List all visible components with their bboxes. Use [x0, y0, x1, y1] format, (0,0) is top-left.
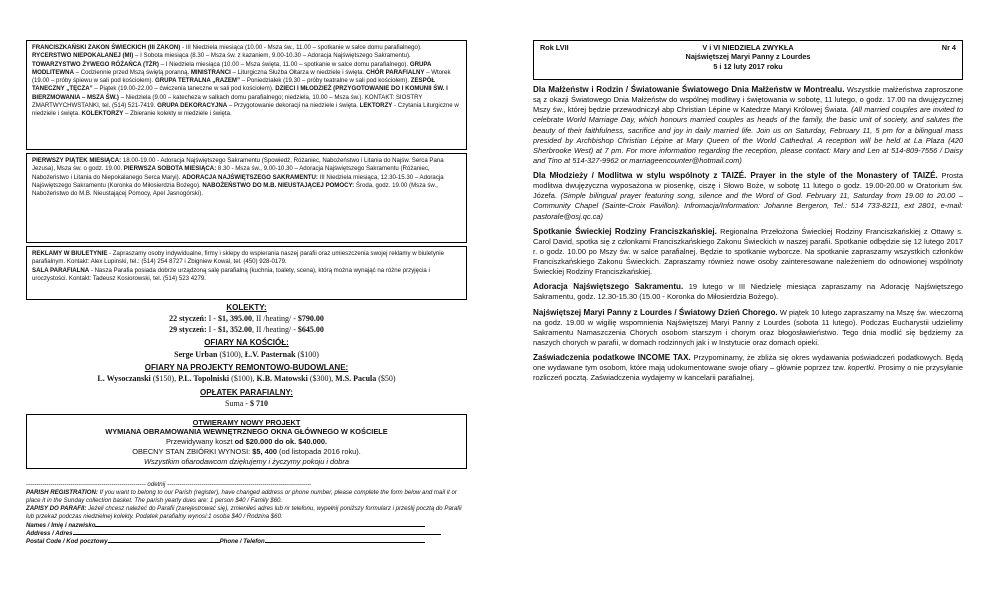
announcement-text: Prosta modlitwa dwujęzyczna wyposażona w piosenkę, ciszę i Słowo Boże, w sobotę 11 lutego o godz. 19.00-20.00 w Oratorium św. Józefa. [533, 171, 963, 201]
postal-phone-field[interactable] [26, 538, 467, 546]
announcement-text: Regionalna Przełożona Świeckiej Rodziny Franciszkańskiej z Ottawy s. Carol David, spotka się z członkami Franciszkańskiego Zakonu Świeckich w naszej parafii. Spotkanie odbędzie się 12 lutego 2017 r. o godz. 10.00 po Mszy św. w salce parafialnej. Będzie to spotkanie wyborcze. Na spotkanie zapraszamy wszystkich członków Franciszkańskiego Zakonu Świeckich. Zapraszamy również nowe osoby zainteresowane należeniem do odnowionej wspólnoty Świeckiej Rodziny Franciszkańskiej. [533, 226, 963, 277]
parish-groups-box-text: - III Niedziela miesiąca (10.00 - Msza św., 11.00 – spotkanie w salce domu parafialnego). [180, 44, 422, 51]
collection-line-2-text: I - [208, 324, 218, 334]
collection-line-2-heading: $645.00 [297, 324, 324, 334]
project-status-label: OBECNY STAN ZBIÓRKI WYNOSI: [132, 447, 253, 457]
renovation-offerings-line-heading: L. Wysoczanski [97, 374, 151, 384]
ads-and-hall-box-text: - Nasza Parafia posiada dobrze urządzoną salę parafialną (kuchnia, toalety, scena), którą można wynająć na różne przyjęcia i uroczystości. Kontakt: Tadeusz Kosiorowski, tel. (514) 523 4279. [32, 266, 430, 282]
announcement-heading: Spotkanie Świeckiej Rodziny Franciszkańskiej. [533, 226, 717, 236]
renovation-offerings-line-text: ($300), [307, 374, 336, 384]
collection-line-2-text: , II /heating/ - [251, 324, 298, 334]
address-field[interactable] [26, 530, 467, 538]
monthly-devotions-box-heading: PIERWSZA SOBOTA MIESIĄCA: [123, 165, 217, 173]
name-field-label: Names / Imię i nazwisko [26, 521, 96, 529]
announcement-4 [533, 281, 963, 302]
parish-groups-box-text: – Wtorek (19.00 – próby śpiewu w sali pod kościołem). [32, 68, 451, 85]
announcement-text: W piątek 10 lutego zapraszamy na Mszę św. wieczorną na godz. 19.00 w wigilię wspomnienia Najświętszej Maryi Panny z Lourdes (sobota 11 lutego). Podczas Eucharystii udzielimy Sakramentu Namaszczenia Chorych osobom starszym i chorym oraz błogosławieństwo. Tego dnia modlić się będziemy za naszych chorych w parafii, w domach rodzinnych jak i w Instytucie oraz domach opieki. [533, 307, 963, 347]
collection-line-1 [26, 314, 467, 324]
monthly-devotions-box-text: Środa, godz. 19.00 (Msza św., Nabożeństwo do M.B. Nieustającej Pomocy, Apel Jasnogórski). [32, 181, 438, 198]
wafer-line [26, 399, 467, 409]
phone-label: Phone / Telefon [219, 538, 265, 546]
collection-line-2-heading: $1, 352.00 [217, 324, 252, 334]
church-offerings-line-heading: Ł.V. Pasternak [244, 349, 296, 359]
parish-groups-box-heading: GRUPA TETRALNA „RAZEM” [154, 77, 241, 85]
project-title: OTWIERAMY NOWY PROJEKT [192, 417, 301, 427]
announcement-heading: Dla Małżeństw i Rodzin / Światowanie Światowego Dnia Małżeństw w Montrealu. [533, 85, 845, 94]
parish-groups-box-text: – I Niedziela miesiąca (10.00 – Msza święta, 11.00 – spotkanie w salce domu parafialnego). [158, 60, 410, 68]
ads-and-hall-box-heading: SALA PARAFIALNA [32, 266, 90, 274]
announcement-heading: Dla Młodzieży / Modlitwa w stylu wspólnoty z TAIZÉ. Prayer in the style of the Monastery of TAIZÉ. [533, 171, 938, 180]
parish-groups-box-heading: KOLEKTORZY [81, 110, 124, 118]
parish-groups-box-text: - Czytania Liturgiczne w niedziele i święta. [32, 101, 459, 118]
ads-and-hall-box [26, 246, 467, 300]
project-status-suffix: (od listopada 2016 roku). [276, 447, 361, 457]
parish-groups-box-heading: MINISTRANCI [190, 68, 231, 76]
announcement-text: Przypominamy, że zbliża się okres wydawania poświadczeń podatkowych. Będą one wydawane tym osobom, które mają udokumentowane swoje ofiary – głównie poprzez tzw. [533, 353, 963, 373]
parish-groups-box-heading: FRANCISZKAŃSKI ZAKON ŚWIECKICH (III ZAKON) [32, 44, 181, 51]
renovation-offerings-line-heading: P.L. Topolniski [178, 374, 230, 384]
announcement-heading: Zaświadczenia podatkowe INCOME TAX. [533, 353, 691, 362]
renovation-offerings-line-text: ($100), [229, 374, 257, 384]
parish-groups-box-heading: GRUPA DEKORACYJNA [157, 101, 228, 109]
cut-line-label: odetnij [145, 480, 168, 488]
renovation-offerings-line-text: ($50) [376, 374, 396, 384]
parish-groups-box-heading: ZESPÓŁ TANECZNY „TĘCZA” [32, 77, 436, 93]
bulletin-dates: 5 i 12 luty 2017 roku [713, 61, 783, 71]
announcements [533, 84, 963, 383]
announcement-text: 19 lutego w III Niedzielę miesiąca zapraszamy na Adorację Najświętszego Sakramentu, godz. 12.30-15.30 (15.00 - Koronka do Miłosierdzia Bożego). [533, 282, 963, 302]
registration-pl [26, 505, 467, 521]
collection-line-1-text: , II /heating/ - [251, 314, 298, 324]
church-offerings-line-heading: Serge Urban [174, 349, 218, 359]
parish-groups-box-text: – Przygotowanie dekoracji na niedziele i święta. [227, 101, 360, 109]
renovation-offerings-line [26, 374, 467, 384]
church-offerings-title: OFIARY NA KOŚCIÓŁ: [204, 338, 289, 348]
monthly-devotions-box [26, 153, 467, 243]
parish-groups-box [26, 40, 467, 150]
registration-pl-text: Jeżeli chcesz należeć do Parafii (zarejestrować się), zmieniłeś adres lub nr telefonu, wypełnij poniższy formularz i prześlij pocztą do Parafii lub przekaż podczas niedzielnej kolekty. Podatek parafialny wynosi:1 osoba $40 / Rodzina $60. [26, 505, 462, 521]
church-offerings-line-text: ($100), [217, 349, 245, 359]
registration-en [26, 489, 467, 505]
postal-code-label: Postal Code / Kod pocztowy [26, 538, 108, 546]
parish-groups-box-heading: DZIECI I MŁODZIEŻ (PRZYGOTOWANIE DO I KOMUNII ŚW. I BIERZMOWANIA – MSZA ŚW.) [32, 85, 448, 101]
parish-groups-box-text: – Zbieranie kolekty w niedziele i święta. [123, 110, 232, 118]
church-offerings-line [26, 350, 467, 360]
monthly-devotions-box-text: III Niedziela miesiąca, 12.30-15.30 – Adoracja Najświętszego Sakramentu (Koronka do Miłosierdzia Bożego). [32, 173, 444, 189]
collection-line-1-heading: $790.00 [297, 314, 324, 324]
parish-groups-box-text: – Piątek (19.00-22.00 – ćwiczenia taneczne w sali pod kościołem). [92, 85, 276, 93]
announcement-heading: Najświętszej Maryi Panny z Lourdes / Światowy Dzień Chorego. [533, 307, 778, 317]
parish-groups-box-text: – I Sobota miesiąca (8.30 – Msza św. z kazaniem, 9.00-10.30 – Adoracja Najświętszego Sakramentu). [133, 52, 411, 60]
monthly-devotions-box-text: 18.00-19.00 - Adoracja Najświętszego Sakramentu (Spowiedź, Różaniec, Nabożeństwo i Litania do Najśw. Serca Pana Jezusa), Msza św. o godz. 19.00. [32, 157, 444, 173]
collections-section [26, 303, 467, 410]
parish-groups-box-text: – Liturgiczna Służba Ołtarza w niedziele i święta. [230, 68, 366, 76]
wafer-title: OPŁATEK PARAFIALNY: [200, 387, 293, 397]
parish-groups-box-heading: CHÓR PARAFIALNY [365, 68, 425, 76]
monthly-devotions-box-heading: NABOŻEŃSTWO DO M.B. NIEUSTAJĄCEJ POMOCY: [202, 181, 355, 189]
parish-groups-box-text: – Codziennie przed Mszą świętą poranną. [73, 68, 191, 76]
ads-and-hall-box-text: - Zapraszamy osoby indywidualne, firmy i sklepy do wspierania naszej parafii oraz umieszczenia swojej reklamy w biuletynie parafialnym. Kontakt: Alex Lupinski, tel.: (514) 254 8727 i Zbigniew Kowal, tel. (450) 928-0179. [32, 250, 445, 266]
wafer-line-heading: $ 710 [249, 399, 268, 409]
announcement-heading: Adoracja Najświętszego Sakramentu. [533, 282, 684, 292]
announcement-text: . Prosimy o nie przysyłanie rozliczeń pocztą. Zaświadczenia wydajemy w kancelarii parafialnej. [533, 363, 963, 383]
monthly-devotions-box-heading: PIERWSZY PIĄTEK MIESIĄCA: [32, 157, 122, 164]
bulletin-number: Nr 4 [941, 43, 956, 52]
parish-groups-box-heading: TOWARZYSTWO ŻYWEGO RÓŻAŃCA (TŻR) [32, 60, 159, 68]
announcement-2 [533, 170, 963, 222]
parish-groups-box-heading: GRUPA MODLITEWNA [32, 60, 432, 76]
announcement-3 [533, 226, 963, 278]
registration-form [26, 481, 467, 547]
project-cost-value: od $20.000 do ok. $40.000. [234, 437, 328, 447]
collection-line-2 [26, 325, 467, 335]
cut-line-left: ----------------------------------------------------------- [26, 480, 146, 488]
bulletin-sundays: V i VI NIEDZIELA ZWYKŁA [702, 43, 794, 52]
bulletin-year: Rok LVII [540, 43, 569, 52]
announcement-text: kopertki [847, 363, 874, 373]
bulletin-header [533, 40, 963, 80]
registration-en-label: PARISH REGISTRATION: [26, 488, 98, 496]
collection-line-1-text: I - [208, 314, 218, 324]
cut-line-right: ----------------------------------------------------------------------- [167, 480, 312, 488]
left-column [26, 40, 467, 546]
collections-title: KOLEKTY: [226, 303, 267, 312]
project-cost-label: Przewidywany koszt [165, 437, 235, 447]
announcement-text: (Simple bilingual prayer featuring song, silence and the Word of God. February 11, Saturday from 19.00 to 20.00 – Community Chapel (Sainte-Croix Pavillon). Infromacja/Information: Johanne Bergeron, Tel.: 514 733-8211, ext 2801, e-mail: pastorale@osj.qc.ca) [533, 191, 964, 221]
church-offerings-line-text: ($100) [295, 349, 319, 359]
collection-line-1-heading: 22 styczeń: [169, 314, 209, 324]
project-status-value: $5, 400 [252, 447, 277, 457]
project-cost [31, 437, 462, 447]
wafer-line-text: Suma - [225, 399, 250, 409]
registration-en-text: If you want to belong to our Parish (register), have changed address or phone number, please complete the form below and mail it or place it in the Sunday collection basket. The parish yearly dues are: 1 person $40 / Family $60. [26, 488, 457, 504]
project-status [31, 447, 462, 457]
collection-line-1-heading: $1, 395.00 [217, 314, 252, 324]
address-field-label: Address / Adres [26, 529, 73, 537]
collection-line-2-heading: 29 styczeń: [169, 324, 209, 334]
monthly-devotions-box-text: 8.30 - Msza św., 9.00-10.30 – Adoracja Najświętszego Sakramentu (Różaniec, Nabożeństwo i Litania do Niepokalanego Serca Maryi). [32, 165, 430, 181]
parish-groups-box-text: – Poniedziałek (19.30 – próby teatralne w sali pod kościołem). [240, 77, 411, 85]
renovation-offerings-line-heading: M.S. Pacula [335, 374, 377, 384]
right-column [533, 40, 963, 383]
renovation-offerings-line-heading: K.B. Matowski [256, 374, 308, 384]
announcement-5 [533, 307, 963, 349]
renovation-offerings-title: OFIARY NA PROJEKTY REMONTOWO-BUDOWLANE: [144, 362, 349, 372]
parish-groups-box-heading: RYCERSTWO NIEPOKALANEJ (MI) [32, 52, 134, 60]
registration-pl-label: ZAPISY DO PARAFII: [26, 505, 87, 513]
parish-groups-box-text: – Niedziela (9.00 – katecheza w salkach domu parafialnego; niedziela, 10.00 – Msza św.). KONTAKT: SIOSTRY ZMARTWYCHWSTANKI, tel. (514) 521-7419. [32, 93, 423, 109]
parish-groups-box-heading: LEKTORZY [359, 101, 393, 109]
project-thanks: Wszystkim ofiarodawcom dziękujemy i życzymy pokoju i dobra [144, 456, 349, 466]
announcement-text: Wszystkie małżeństwa zaproszone są z okazji Światowego Dnia Małżeństw do wspólnej modlitwy i świętowania w sobotę, 11 lutego, o godz. 17.00 na dwujęzycznej Mszy św., której będzie przewodniczył abp Christian Lépine w Katedrze Maryi Królowej Świata. [533, 85, 963, 115]
announcement-1 [533, 84, 963, 166]
announcement-6 [533, 352, 963, 383]
name-field[interactable] [26, 522, 467, 530]
cut-line [26, 481, 467, 489]
monthly-devotions-box-heading: ADORACJA NAJŚWIĘTSZEGO SAKRAMENTU: [182, 173, 318, 181]
bulletin-feast: Najświętszej Maryi Panny z Lourdes [685, 52, 811, 62]
announcement-text: (All married couples are invited to celebrate World Marriage Day, which honours married couples as heads of the family, the basic unit of society, and salutes the beauty of their faithfulness, sacrifice and joy in daily married life. Join us on Saturday, February 11, 5 pm for a bilingual mass presided by Archbishop Christian Lépine at Mary Queen of the World Cathedral. A reception will be held at La Plaza (420 Sherbrooke West) at 7 pm. For more information regarding the reception, please contact: Mary and Len at 514-809-7556 / Daisy and Tino at 514-327-9962 or marriageencounter@hotmail.com) [533, 105, 963, 165]
window-project-box [26, 414, 467, 469]
ads-and-hall-box-heading: REKLAMY W BIULETYNIE [32, 250, 108, 257]
renovation-offerings-line-text: ($150), [150, 374, 179, 384]
project-subtitle: WYMIANA OBRAMOWANIA WEWNĘTRZNEGO OKNA GŁÓWNEGO W KOŚCIELE [105, 427, 388, 437]
